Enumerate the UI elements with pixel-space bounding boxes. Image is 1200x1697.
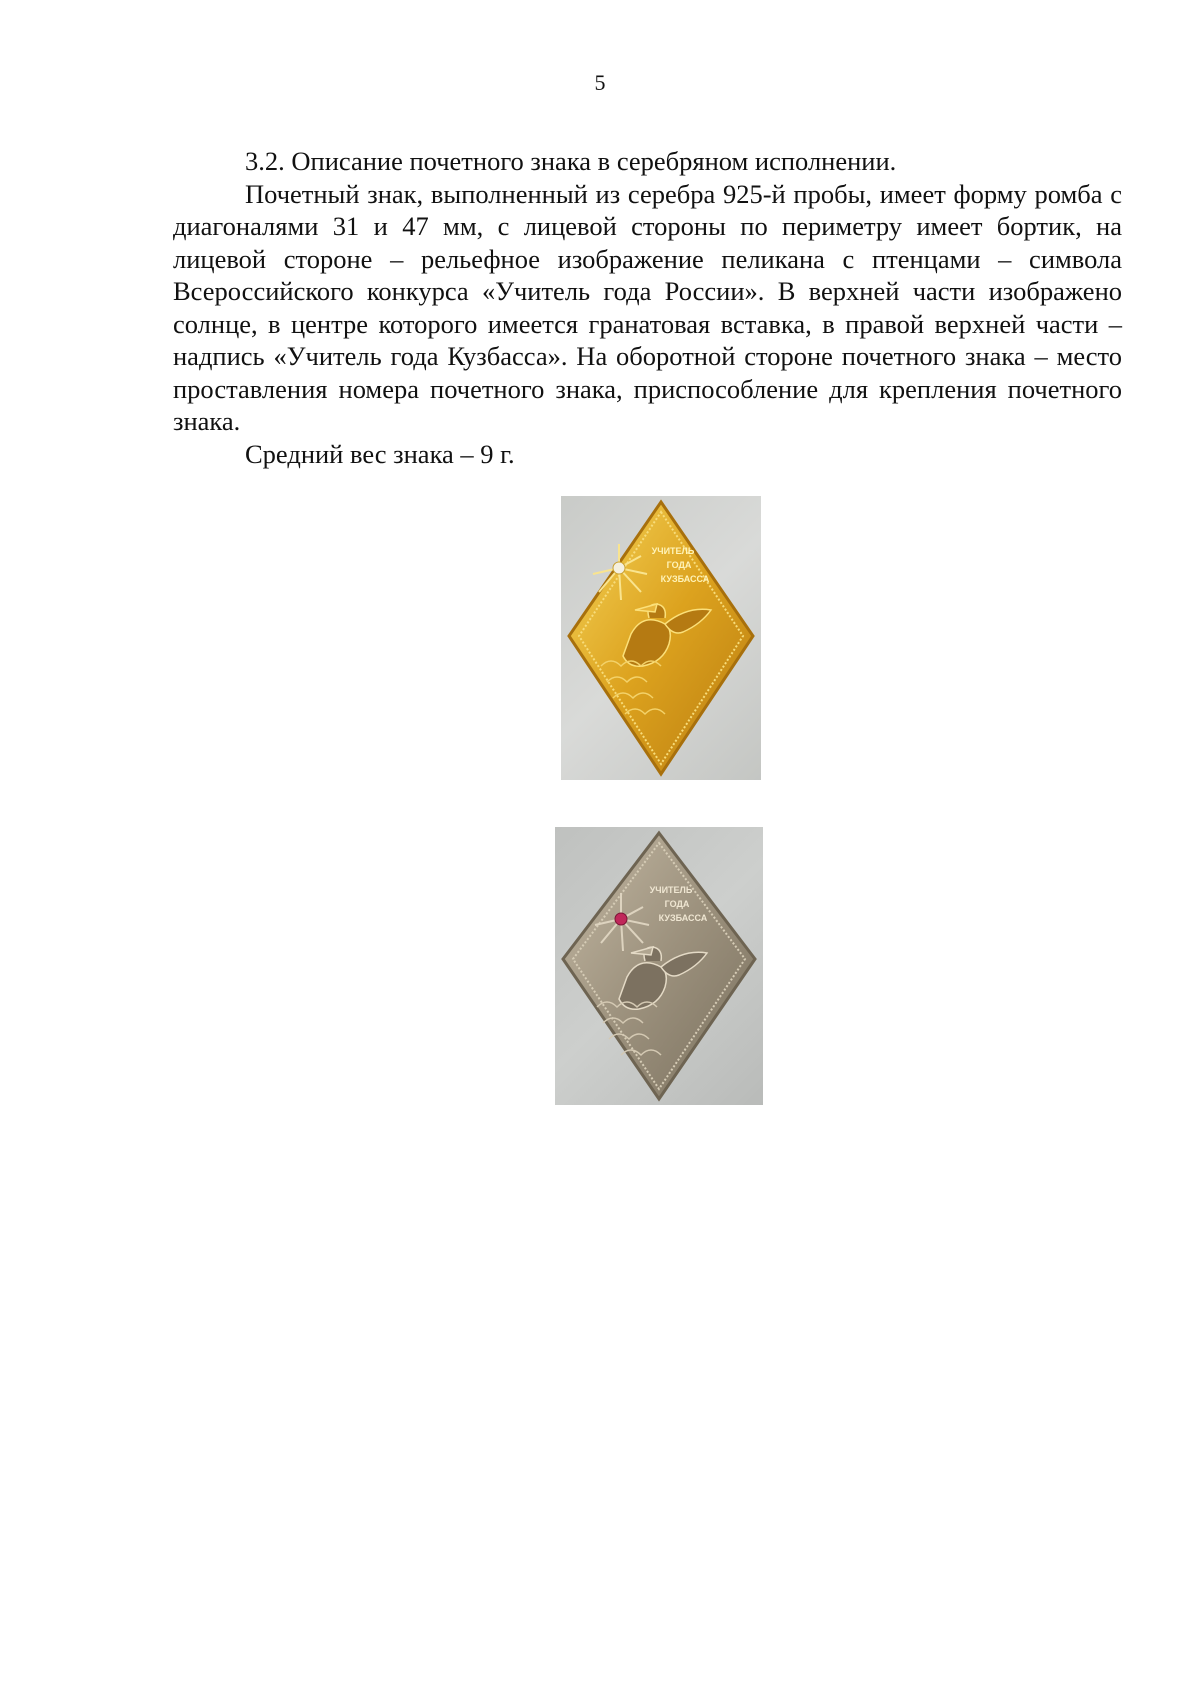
silver-badge-photo bbox=[555, 827, 763, 1105]
section-heading: 3.2. Описание почетного знака в серебряном исполнении. bbox=[245, 146, 897, 176]
page-number: 5 bbox=[594, 70, 606, 95]
gold-badge-photo bbox=[561, 496, 761, 780]
gold-inscription-line-3: КУЗБАССА bbox=[660, 574, 710, 584]
section-description: Почетный знак, выполненный из серебра 925-й пробы, имеет форму ромба с диагоналями 31 и 47 мм, с лицевой стороны по периметру имеет бортик, на лицевой стороне – рельефное изображение пеликана с птенцами – символа Всероссийского конкурса «Учитель года России». В верхней части изображено солнце, в центре которого имеется гранатовая вставка, в правой верхней части – надпись «Учитель года Кузбасса». На оборотной стороне почетного знака – место проставления номера почетного знака, приспособление для крепления почетного знака. bbox=[173, 178, 1122, 436]
silver-inscription-line-1: УЧИТЕЛЬ bbox=[649, 885, 693, 895]
gold-inscription-line-2: ГОДА bbox=[666, 560, 692, 570]
badge-weight: Средний вес знака – 9 г. bbox=[245, 438, 515, 469]
silver-inscription-line-2: ГОДА bbox=[664, 899, 690, 909]
section-text bbox=[173, 145, 1122, 470]
gold-inscription-line-1: УЧИТЕЛЬ bbox=[651, 546, 695, 556]
silver-garnet-gem bbox=[615, 913, 627, 925]
silver-inscription-line-3: КУЗБАССА bbox=[658, 913, 708, 923]
